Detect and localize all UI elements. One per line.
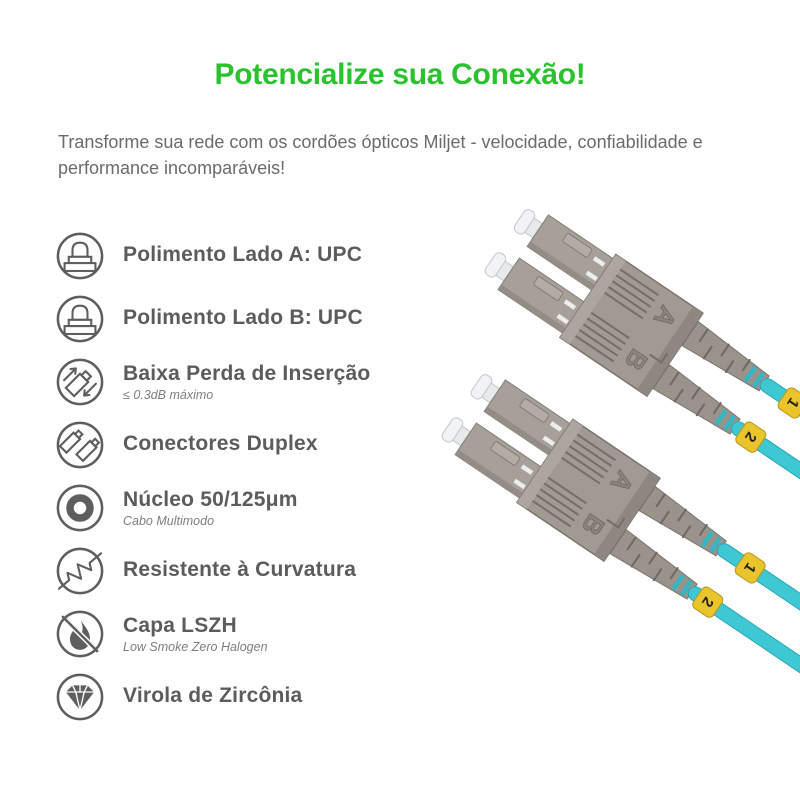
product-photo: A B 1 2 [450, 198, 800, 783]
feature-title: Virola de Zircônia [123, 684, 303, 707]
feature-subtitle: Low Smoke Zero Halogen [123, 640, 268, 654]
feature-row-bend [55, 546, 370, 596]
ferrule-polish-icon [55, 294, 105, 344]
lszh-no-flame-icon [55, 609, 105, 659]
feature-subtitle: Cabo Multimodo [123, 514, 215, 528]
feature-title: Núcleo 50/125μm [123, 488, 298, 511]
feature-row-zirconia [55, 672, 370, 722]
feature-title: Baixa Perda de Inserção [123, 362, 371, 385]
feature-title: Polimento Lado A: UPC [123, 243, 363, 266]
feature-row-core [55, 483, 370, 533]
feature-title: Capa LSZH [123, 614, 237, 637]
feature-title: Polimento Lado B: UPC [123, 306, 363, 329]
feature-row-polish-b [55, 294, 370, 344]
feature-row-duplex [55, 420, 370, 470]
feature-subtitle: ≤ 0.3dB máximo [123, 388, 214, 402]
page-title: Potencialize sua Conexão! [214, 58, 586, 91]
feature-row-insertion-loss [55, 357, 370, 407]
fiber-core-icon [55, 483, 105, 533]
intro-text: Transforme sua rede com os cordões ópticos Miljet - velocidade, confiabilidade e performance incomparáveis! [58, 132, 703, 178]
feature-row-lszh [55, 609, 370, 659]
ferrule-polish-icon [55, 231, 105, 281]
feature-row-polish-a [55, 231, 370, 281]
insertion-loss-icon [55, 357, 105, 407]
bend-resistant-icon [55, 546, 105, 596]
zirconia-diamond-icon [55, 672, 105, 722]
feature-list [55, 231, 370, 722]
duplex-connectors-icon [55, 420, 105, 470]
feature-title: Resistente à Curvatura [123, 558, 357, 581]
feature-title: Conectores Duplex [123, 432, 318, 455]
